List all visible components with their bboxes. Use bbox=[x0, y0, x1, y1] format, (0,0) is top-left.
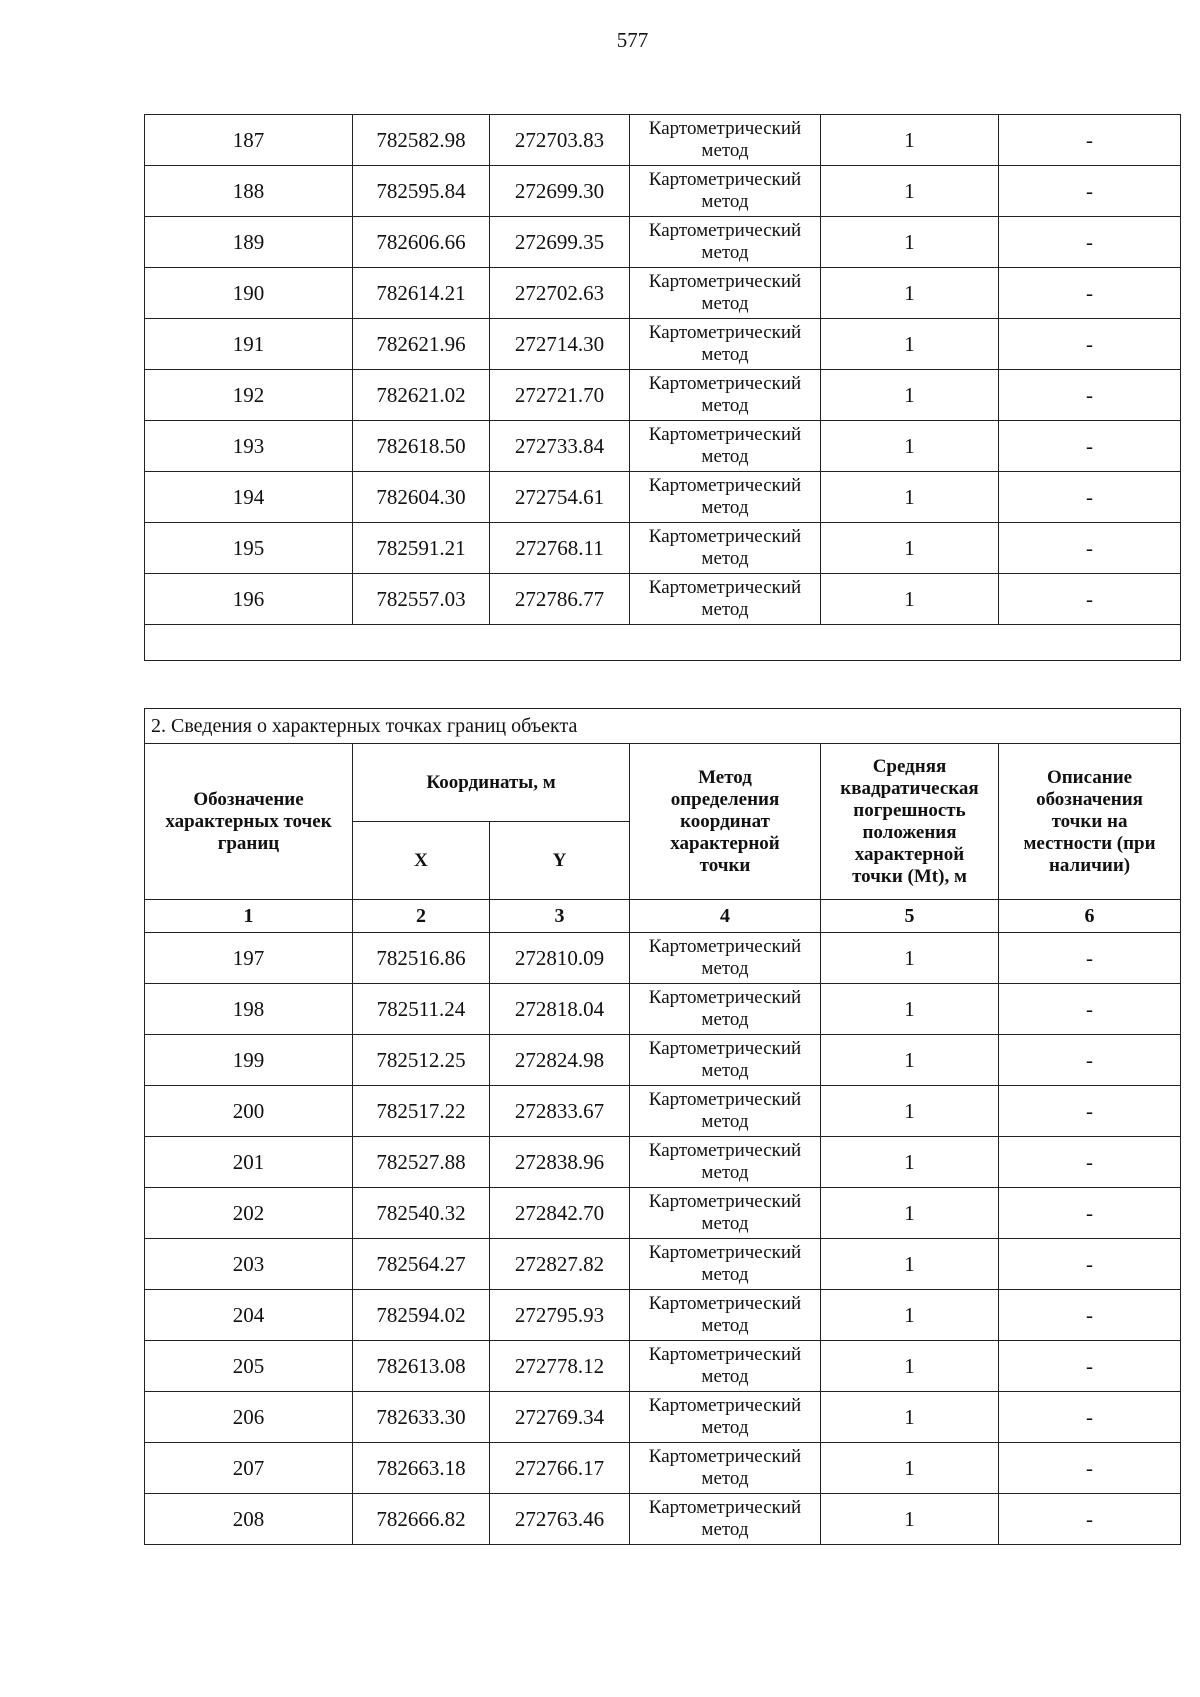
method-cell bbox=[630, 933, 821, 984]
cell-line: метод bbox=[701, 548, 749, 569]
mean-error: 1 bbox=[821, 421, 999, 472]
cell-line: метод bbox=[701, 1264, 749, 1285]
empty-row bbox=[145, 625, 1181, 661]
table-row bbox=[145, 1494, 1181, 1545]
cell-line: характерной bbox=[854, 843, 965, 865]
coordinate-y: 272763.46 bbox=[490, 1494, 630, 1545]
cell-line: метод bbox=[701, 1417, 749, 1438]
cell-line: метод bbox=[701, 446, 749, 467]
coordinate-x: 782527.88 bbox=[353, 1137, 490, 1188]
coordinate-x: 782618.50 bbox=[353, 421, 490, 472]
cell-line: метод bbox=[701, 242, 749, 263]
point-description: - bbox=[999, 1443, 1181, 1494]
cell-line: метод bbox=[701, 1060, 749, 1081]
coordinate-y: 272786.77 bbox=[490, 574, 630, 625]
header-coordinates: Координаты, м bbox=[353, 744, 630, 822]
mean-error: 1 bbox=[821, 1137, 999, 1188]
header-row bbox=[145, 744, 1181, 822]
cell-line: координат bbox=[680, 810, 770, 832]
table-row bbox=[145, 319, 1181, 370]
point-number: 204 bbox=[145, 1290, 353, 1341]
coordinate-x: 782564.27 bbox=[353, 1239, 490, 1290]
cell-line: Метод bbox=[698, 766, 752, 788]
point-description: - bbox=[999, 1290, 1181, 1341]
cell-line: точки на bbox=[1051, 810, 1128, 832]
column-number: 1 bbox=[145, 900, 353, 933]
point-description: - bbox=[999, 1341, 1181, 1392]
cell-line: Картометрический bbox=[648, 577, 802, 598]
cell-line: Картометрический bbox=[648, 1344, 802, 1365]
method-cell bbox=[630, 984, 821, 1035]
method-cell bbox=[630, 574, 821, 625]
cell-line: границ bbox=[217, 832, 280, 854]
point-number: 187 bbox=[145, 115, 353, 166]
cell-line: метод bbox=[701, 1468, 749, 1489]
cell-line: метод bbox=[701, 497, 749, 518]
point-number: 188 bbox=[145, 166, 353, 217]
cell-line: метод bbox=[701, 191, 749, 212]
table-row bbox=[145, 1188, 1181, 1239]
mean-error: 1 bbox=[821, 268, 999, 319]
coordinate-y: 272818.04 bbox=[490, 984, 630, 1035]
cell-line: метод bbox=[701, 958, 749, 979]
method-cell bbox=[630, 421, 821, 472]
cell-line: характерных точек bbox=[165, 810, 332, 832]
method-cell bbox=[630, 1494, 821, 1545]
point-description: - bbox=[999, 1137, 1181, 1188]
mean-error: 1 bbox=[821, 1494, 999, 1545]
cell-line: Картометрический bbox=[648, 424, 802, 445]
header-point-designation bbox=[145, 744, 353, 900]
cell-line: Картометрический bbox=[648, 1089, 802, 1110]
coordinate-x: 782540.32 bbox=[353, 1188, 490, 1239]
point-description: - bbox=[999, 1086, 1181, 1137]
cell-line: квадратическая bbox=[840, 777, 979, 799]
point-number: 206 bbox=[145, 1392, 353, 1443]
point-number: 208 bbox=[145, 1494, 353, 1545]
cell-line: метод bbox=[701, 1111, 749, 1132]
point-description: - bbox=[999, 574, 1181, 625]
cell-line: обозначения bbox=[1036, 788, 1143, 810]
table-row bbox=[145, 933, 1181, 984]
cell-line: Картометрический bbox=[648, 1395, 802, 1416]
coordinate-y: 272795.93 bbox=[490, 1290, 630, 1341]
cell-line: метод bbox=[701, 1213, 749, 1234]
coordinate-y: 272810.09 bbox=[490, 933, 630, 984]
mean-error: 1 bbox=[821, 1239, 999, 1290]
table-row bbox=[145, 421, 1181, 472]
table-row bbox=[145, 1035, 1181, 1086]
boundary-points-table bbox=[144, 708, 1181, 1545]
coordinate-x: 782512.25 bbox=[353, 1035, 490, 1086]
empty-cell bbox=[145, 625, 1181, 661]
coordinate-x: 782594.02 bbox=[353, 1290, 490, 1341]
point-number: 196 bbox=[145, 574, 353, 625]
cell-line: Картометрический bbox=[648, 1497, 802, 1518]
cell-line: Картометрический bbox=[648, 1242, 802, 1263]
point-description: - bbox=[999, 523, 1181, 574]
coordinate-x: 782595.84 bbox=[353, 166, 490, 217]
cell-line: Картометрический bbox=[648, 220, 802, 241]
mean-error: 1 bbox=[821, 115, 999, 166]
table-row bbox=[145, 1239, 1181, 1290]
header-description bbox=[999, 744, 1181, 900]
point-description: - bbox=[999, 370, 1181, 421]
point-description: - bbox=[999, 1035, 1181, 1086]
mean-error: 1 bbox=[821, 1035, 999, 1086]
table-row bbox=[145, 115, 1181, 166]
cell-line: Описание bbox=[1046, 766, 1133, 788]
point-description: - bbox=[999, 984, 1181, 1035]
point-number: 195 bbox=[145, 523, 353, 574]
point-description: - bbox=[999, 933, 1181, 984]
point-description: - bbox=[999, 421, 1181, 472]
table-row bbox=[145, 574, 1181, 625]
coordinate-y: 272827.82 bbox=[490, 1239, 630, 1290]
method-cell bbox=[630, 1188, 821, 1239]
coordinate-y: 272842.70 bbox=[490, 1188, 630, 1239]
coordinate-x: 782557.03 bbox=[353, 574, 490, 625]
cell-line: Картометрический bbox=[648, 169, 802, 190]
mean-error: 1 bbox=[821, 1290, 999, 1341]
coordinate-y: 272833.67 bbox=[490, 1086, 630, 1137]
method-cell bbox=[630, 1086, 821, 1137]
cell-line: Картометрический bbox=[648, 1038, 802, 1059]
point-number: 189 bbox=[145, 217, 353, 268]
coordinate-y: 272699.35 bbox=[490, 217, 630, 268]
table-row bbox=[145, 268, 1181, 319]
table-row bbox=[145, 1290, 1181, 1341]
mean-error: 1 bbox=[821, 984, 999, 1035]
point-description: - bbox=[999, 319, 1181, 370]
table-row bbox=[145, 472, 1181, 523]
cell-line: Картометрический bbox=[648, 1191, 802, 1212]
method-cell bbox=[630, 1239, 821, 1290]
coordinate-y: 272824.98 bbox=[490, 1035, 630, 1086]
cell-line: местности (при bbox=[1023, 832, 1156, 854]
mean-error: 1 bbox=[821, 472, 999, 523]
page-number: 577 bbox=[616, 28, 649, 52]
mean-error: 1 bbox=[821, 574, 999, 625]
method-cell bbox=[630, 472, 821, 523]
coordinate-x: 782517.22 bbox=[353, 1086, 490, 1137]
cell-line: Картометрический bbox=[648, 118, 802, 139]
cell-line: Картометрический bbox=[648, 526, 802, 547]
coordinate-x: 782614.21 bbox=[353, 268, 490, 319]
header-method bbox=[630, 744, 821, 900]
point-number: 194 bbox=[145, 472, 353, 523]
point-description: - bbox=[999, 268, 1181, 319]
point-description: - bbox=[999, 1494, 1181, 1545]
table-row bbox=[145, 217, 1181, 268]
cell-line: Картометрический bbox=[648, 987, 802, 1008]
mean-error: 1 bbox=[821, 1188, 999, 1239]
point-description: - bbox=[999, 166, 1181, 217]
cell-line: определения bbox=[670, 788, 780, 810]
header-mean-error bbox=[821, 744, 999, 900]
point-number: 197 bbox=[145, 933, 353, 984]
mean-error: 1 bbox=[821, 217, 999, 268]
cell-line: Картометрический bbox=[648, 1140, 802, 1161]
table-row bbox=[145, 370, 1181, 421]
table-row bbox=[145, 1443, 1181, 1494]
cell-line: метод bbox=[701, 140, 749, 161]
point-number: 192 bbox=[145, 370, 353, 421]
point-number: 199 bbox=[145, 1035, 353, 1086]
cell-line: Картометрический bbox=[648, 475, 802, 496]
column-number: 5 bbox=[821, 900, 999, 933]
coordinate-x: 782582.98 bbox=[353, 115, 490, 166]
method-cell bbox=[630, 166, 821, 217]
boundary-points-table-continued bbox=[144, 114, 1181, 661]
cell-line: Картометрический bbox=[648, 936, 802, 957]
coordinate-x: 782511.24 bbox=[353, 984, 490, 1035]
cell-line: Картометрический bbox=[648, 1293, 802, 1314]
point-number: 191 bbox=[145, 319, 353, 370]
coordinate-x: 782663.18 bbox=[353, 1443, 490, 1494]
cell-line: метод bbox=[701, 1366, 749, 1387]
cell-line: точки bbox=[699, 854, 751, 876]
method-cell bbox=[630, 319, 821, 370]
method-cell bbox=[630, 1443, 821, 1494]
coordinate-x: 782606.66 bbox=[353, 217, 490, 268]
cell-line: метод bbox=[701, 1009, 749, 1030]
cell-line: Картометрический bbox=[648, 322, 802, 343]
method-cell bbox=[630, 1035, 821, 1086]
method-cell bbox=[630, 115, 821, 166]
coordinate-y: 272769.34 bbox=[490, 1392, 630, 1443]
mean-error: 1 bbox=[821, 1341, 999, 1392]
mean-error: 1 bbox=[821, 1443, 999, 1494]
column-number: 3 bbox=[490, 900, 630, 933]
header-y: Y bbox=[490, 822, 630, 900]
point-number: 203 bbox=[145, 1239, 353, 1290]
cell-line: погрешность bbox=[853, 799, 966, 821]
coordinate-x: 782666.82 bbox=[353, 1494, 490, 1545]
method-cell bbox=[630, 1137, 821, 1188]
point-number: 202 bbox=[145, 1188, 353, 1239]
cell-line: метод bbox=[701, 344, 749, 365]
mean-error: 1 bbox=[821, 1086, 999, 1137]
coordinate-y: 272702.63 bbox=[490, 268, 630, 319]
point-number: 190 bbox=[145, 268, 353, 319]
cell-line: Обозначение bbox=[193, 788, 304, 810]
method-cell bbox=[630, 1290, 821, 1341]
point-number: 198 bbox=[145, 984, 353, 1035]
coordinate-y: 272768.11 bbox=[490, 523, 630, 574]
mean-error: 1 bbox=[821, 933, 999, 984]
method-cell bbox=[630, 523, 821, 574]
mean-error: 1 bbox=[821, 523, 999, 574]
coordinate-x: 782613.08 bbox=[353, 1341, 490, 1392]
point-description: - bbox=[999, 1188, 1181, 1239]
coordinate-x: 782604.30 bbox=[353, 472, 490, 523]
coordinate-y: 272838.96 bbox=[490, 1137, 630, 1188]
table-title: 2. Сведения о характерных точках границ объекта bbox=[145, 709, 1181, 744]
point-number: 200 bbox=[145, 1086, 353, 1137]
table-row bbox=[145, 984, 1181, 1035]
table-title-row bbox=[145, 709, 1181, 744]
coordinate-y: 272778.12 bbox=[490, 1341, 630, 1392]
mean-error: 1 bbox=[821, 370, 999, 421]
method-cell bbox=[630, 1392, 821, 1443]
coordinate-x: 782621.02 bbox=[353, 370, 490, 421]
cell-line: метод bbox=[701, 1162, 749, 1183]
table-row bbox=[145, 166, 1181, 217]
cell-line: метод bbox=[701, 293, 749, 314]
point-number: 205 bbox=[145, 1341, 353, 1392]
cell-line: положения bbox=[862, 821, 957, 843]
table-row bbox=[145, 1341, 1181, 1392]
point-description: - bbox=[999, 217, 1181, 268]
point-description: - bbox=[999, 115, 1181, 166]
mean-error: 1 bbox=[821, 1392, 999, 1443]
column-number: 2 bbox=[353, 900, 490, 933]
coordinate-y: 272766.17 bbox=[490, 1443, 630, 1494]
table-row bbox=[145, 1392, 1181, 1443]
table-row bbox=[145, 523, 1181, 574]
coordinate-x: 782516.86 bbox=[353, 933, 490, 984]
table-row bbox=[145, 1137, 1181, 1188]
cell-line: Картометрический bbox=[648, 1446, 802, 1467]
point-number: 207 bbox=[145, 1443, 353, 1494]
coordinate-y: 272721.70 bbox=[490, 370, 630, 421]
point-number: 201 bbox=[145, 1137, 353, 1188]
cell-line: Картометрический bbox=[648, 373, 802, 394]
cell-line: Средняя bbox=[872, 755, 947, 777]
method-cell bbox=[630, 1341, 821, 1392]
point-description: - bbox=[999, 1392, 1181, 1443]
cell-line: метод bbox=[701, 1519, 749, 1540]
column-number: 6 bbox=[999, 900, 1181, 933]
column-number: 4 bbox=[630, 900, 821, 933]
cell-line: точки (Mt), м bbox=[852, 865, 967, 887]
method-cell bbox=[630, 268, 821, 319]
column-number-row bbox=[145, 900, 1181, 933]
coordinate-y: 272703.83 bbox=[490, 115, 630, 166]
method-cell bbox=[630, 217, 821, 268]
cell-line: Картометрический bbox=[648, 271, 802, 292]
method-cell bbox=[630, 370, 821, 421]
coordinate-y: 272714.30 bbox=[490, 319, 630, 370]
coordinate-x: 782621.96 bbox=[353, 319, 490, 370]
table-row bbox=[145, 1086, 1181, 1137]
coordinate-y: 272733.84 bbox=[490, 421, 630, 472]
mean-error: 1 bbox=[821, 166, 999, 217]
header-x: X bbox=[353, 822, 490, 900]
cell-line: характерной bbox=[670, 832, 780, 854]
coordinate-x: 782633.30 bbox=[353, 1392, 490, 1443]
coordinate-x: 782591.21 bbox=[353, 523, 490, 574]
cell-line: метод bbox=[701, 1315, 749, 1336]
cell-line: метод bbox=[701, 599, 749, 620]
cell-line: метод bbox=[701, 395, 749, 416]
mean-error: 1 bbox=[821, 319, 999, 370]
point-description: - bbox=[999, 1239, 1181, 1290]
point-description: - bbox=[999, 472, 1181, 523]
coordinate-y: 272699.30 bbox=[490, 166, 630, 217]
cell-line: наличии) bbox=[1048, 854, 1131, 876]
coordinate-y: 272754.61 bbox=[490, 472, 630, 523]
point-number: 193 bbox=[145, 421, 353, 472]
